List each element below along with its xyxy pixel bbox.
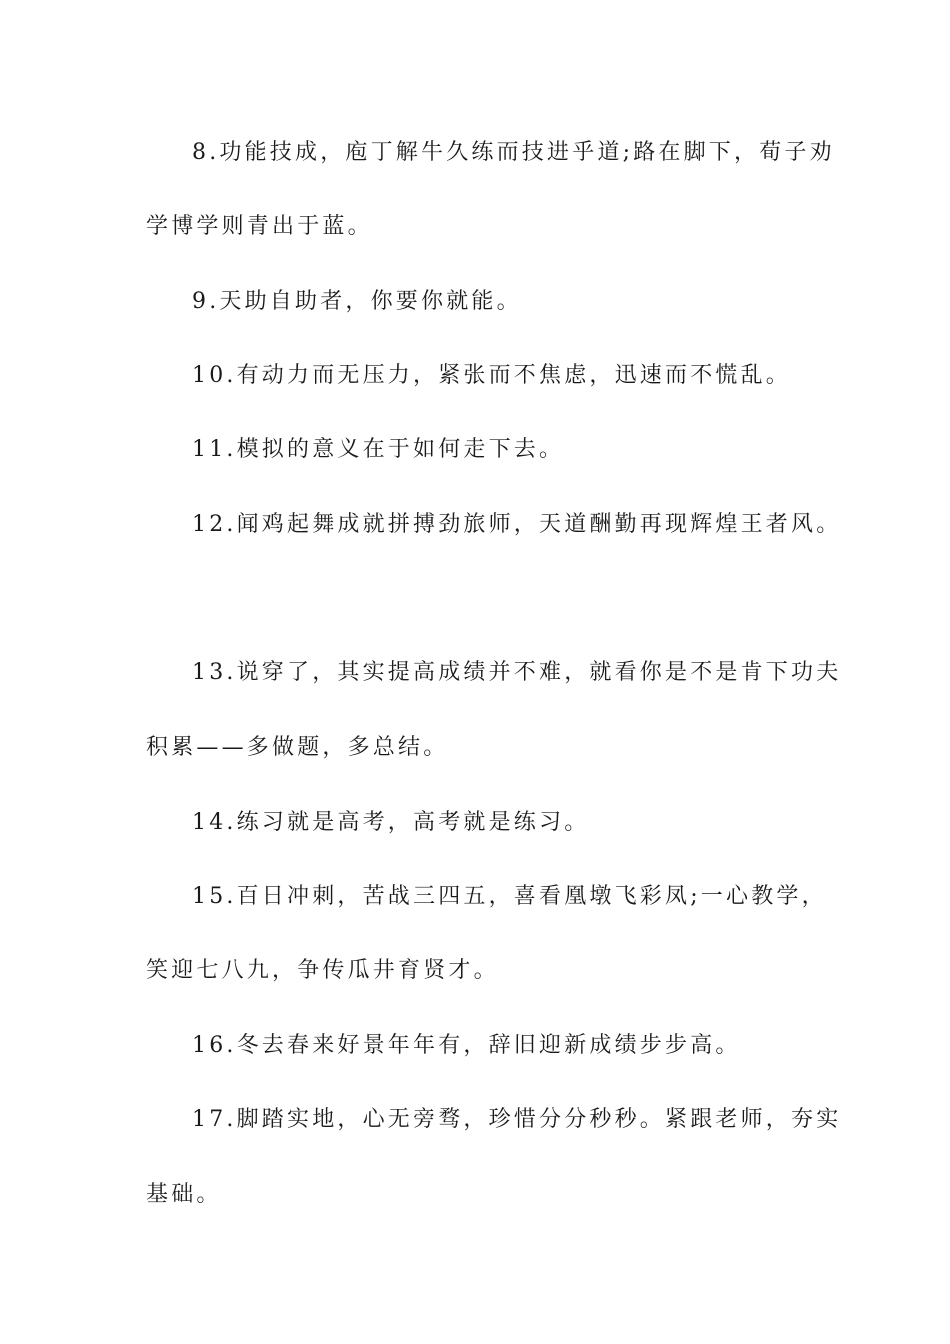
paragraph-17-line-2: 基础。 [146, 1182, 222, 1207]
paragraph-13-line-1: 13.说穿了，其实提高成绩并不难，就看你是不是肯下功夫 [192, 660, 842, 685]
paragraph-9: 9.天助自助者，你要你就能。 [192, 289, 522, 314]
paragraph-15-line-2: 笑迎七八九，争传瓜井育贤才。 [146, 958, 499, 983]
paragraph-13-line-2: 积累——多做题，多总结。 [146, 735, 449, 760]
paragraph-17-line-1: 17.脚踏实地，心无旁骛，珍惜分分秒秒。紧跟老师，夯实 [192, 1107, 842, 1132]
paragraph-8-line-1: 8.功能技成，庖丁解牛久练而技进乎道;路在脚下，荀子劝 [192, 140, 835, 165]
paragraph-15-line-1: 15.百日冲刺，苦战三四五，喜看凰墩飞彩凤;一心教学， [192, 884, 827, 909]
paragraph-12: 12.闻鸡起舞成就拼搏劲旅师，天道酬勤再现辉煌王者风。 [192, 512, 842, 537]
paragraph-16: 16.冬去春来好景年年有，辞旧迎新成绩步步高。 [192, 1033, 741, 1058]
paragraph-10: 10.有动力而无压力，紧张而不焦虑，迅速而不慌乱。 [192, 363, 791, 388]
paragraph-8-line-2: 学博学则青出于蓝。 [146, 214, 373, 239]
paragraph-11: 11.模拟的意义在于如何走下去。 [192, 437, 565, 462]
paragraph-14: 14.练习就是高考，高考就是练习。 [192, 810, 590, 835]
